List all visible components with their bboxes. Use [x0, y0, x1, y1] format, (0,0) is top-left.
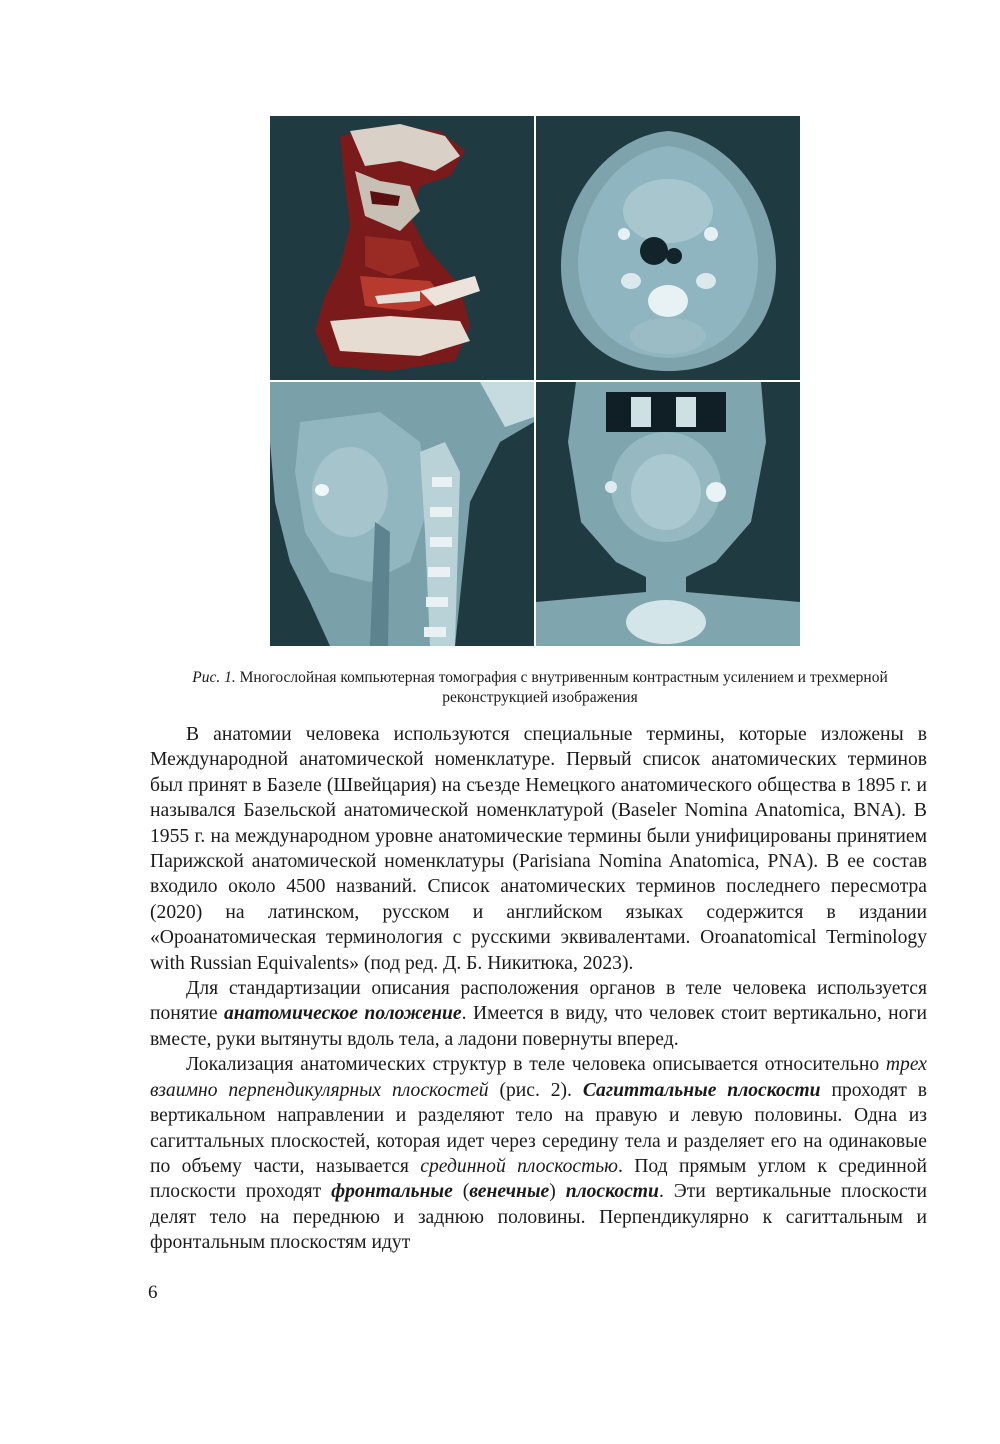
caption-label: Рис. 1.: [192, 669, 236, 686]
ct-figure: [270, 116, 800, 646]
p3-a: Локализация анатомических структур в теле человека описывается относительно: [186, 1054, 886, 1076]
term-anatomical-position: анатомическое положение: [224, 1003, 462, 1025]
term-coronal: венечные: [469, 1181, 550, 1203]
term-sagittal-planes: Сагиттальные плоскости: [582, 1079, 821, 1101]
sagittal-ct-image: [270, 382, 534, 646]
3d-reconstruction-image: [270, 116, 534, 380]
p3-b: трех взаимно перпендикулярных плоскостей: [150, 1054, 927, 1101]
paragraph-3: [150, 1052, 927, 1255]
p2-c: . Имеется в виду, что человек стоит вертикально, ноги вместе, руки вытянуты вдоль тела, а ладони повернуты вперед.: [150, 1003, 927, 1050]
p2-a: Для стандартизации описания расположения органов в теле человека используется понятие: [150, 978, 927, 1025]
page-number: 6: [148, 1282, 158, 1303]
p3-c: (рис. 2).: [488, 1079, 583, 1101]
paragraph-2: [150, 976, 927, 1052]
p3-g: . Под прямым углом к срединной плоскости проходят: [150, 1155, 928, 1203]
coronal-ct-image: [536, 382, 800, 646]
body-text: [150, 722, 927, 1256]
p3-e: проходят в вертикальном направлении и разделяют тело на правую и левую половины. Одна из сагиттальных плоскостей, которая идет через середину тела и разделяет его на одинаковые по объему части, называется: [150, 1079, 928, 1177]
p3-m: . Эти вертикальные плоскости делят тело на переднюю и заднюю половины. Перпендикулярно к сагиттальным и фронтальным плоскостям идут: [150, 1181, 927, 1254]
paragraph-1: В анатомии человека используются специальные термины, которые изложены в Международной анатомической номенклатуре. Первый список анатомических терминов был принят в Базеле (Швейцария) на съезде Немецкого анатомического общества в 1895 г. и назывался Базельской анатомической номенклатурой (Baseler Nomina Anatomica, BNA). В 1955 г. на международном уровне анатомические термины были унифицированы принятием Парижской анатомической номенклатуры (Parisiana Nomina Anatomica, PNA). В ее состав входило около 4500 названий. Список анатомических терминов последнего пересмотра (2020) на латинском, русском и английском языках содержится в издании «Ороанатомическая терминология с русскими эквивалентами. Oroanatomical Terminology with Russian Equivalents» (под ред. Д. Б. Никитюка, 2023).: [150, 724, 927, 974]
term-frontal: фронтальные: [331, 1181, 453, 1203]
term-planes: плоскости: [565, 1181, 659, 1203]
term-median-plane: срединной плоскостью: [420, 1155, 618, 1177]
axial-ct-image: [536, 116, 800, 380]
p3-k: ): [549, 1181, 566, 1203]
p3-i: (: [452, 1181, 470, 1203]
figure-caption: [150, 668, 930, 708]
caption-text: Многослойная компьютерная томография с внутривенным контрастным усилением и трехмерной реконструкцией изображения: [235, 669, 888, 706]
